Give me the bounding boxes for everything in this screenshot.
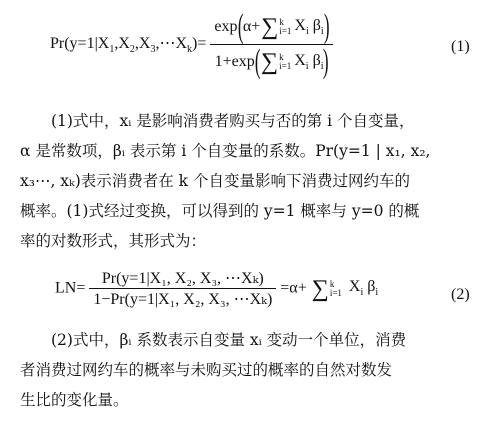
para2-line1: (2)式中，βᵢ 系数表示自变量 xᵢ 变动一个单位，消费: [51, 331, 407, 349]
eq2-denominator: 1−Pr(y=1|X₁, X₂, X₃, ⋯Xₖ): [93, 291, 273, 308]
equation-2: LN= $\frac{\text{Pr(y=1|X₁, X₂, X₃, ⋯Xₖ)}}{\text{1−Pr(y=1|X₁, X₂, X₃, ⋯Xₖ)}}$ =α+ ∑ k i=1 $X_i$ $\beta_i$: [55, 270, 379, 308]
eq2-lhs: LN=: [55, 279, 86, 297]
eq1-lhs: $Pr(y=1|X_1,X_2,X_3,\cdots X_k)=$: [50, 35, 207, 56]
sum-upper-limit: k: [279, 17, 284, 27]
eq1-numerator: exp ( α+ ∑ k i=1 $X_i$ $\beta_i$ ): [214, 8, 330, 45]
eq2-rhs: =α+: [280, 279, 307, 297]
alpha-plus: α+: [242, 18, 261, 35]
para2-line3: 生比的变化量。: [20, 391, 129, 409]
para1-line3: x₃⋯, xₖ)表示消费者在 k 个自变量影响下消费过网约车的: [20, 172, 410, 190]
eq2-numerator: Pr(y=1|X₁, X₂, X₃, ⋯Xₖ): [101, 270, 264, 287]
sum-lower-limit: i=1: [279, 61, 292, 71]
exp-label: exp: [214, 18, 238, 35]
para1-line4: 概率。(1)式经过变换，可以得到的 y=1 概率与 y=0 的概: [20, 202, 420, 220]
equation-1: [50, 10, 333, 79]
equation-1-number: (1): [451, 38, 470, 55]
para1-line2: α 是常数项，βᵢ 表示第 i 个自变量的系数。Pr(y=1 | x₁, x₂,: [20, 142, 431, 160]
para1-line1: (1)式中，xᵢ 是影响消费者购买与否的第 i 个自变量，: [51, 112, 415, 130]
one-plus-exp: 1+exp: [214, 53, 255, 70]
sigma-symbol: ∑: [311, 275, 329, 302]
sum-upper-limit: k: [279, 52, 284, 62]
equation-2-number: (2): [451, 286, 470, 303]
paragraph-1: [20, 106, 486, 256]
sum-lower-limit: i=1: [329, 287, 342, 298]
paragraph-2: [20, 325, 486, 415]
para1-line5: 率的对数形式，其形式为：: [20, 232, 207, 250]
sum-upper-limit: k: [329, 278, 335, 289]
para2-line2: 者消费过网约车的概率与未购买过的概率的自然对数发: [20, 361, 393, 379]
sigma-symbol: ∑: [261, 14, 279, 40]
eq2-fraction: [89, 268, 276, 309]
eq1-denominator: 1+exp ( ∑ k i=1 $X_i$ $\beta_i$ ): [214, 43, 329, 80]
eq1-fraction: [210, 10, 333, 79]
sum-lower-limit: i=1: [279, 26, 292, 36]
